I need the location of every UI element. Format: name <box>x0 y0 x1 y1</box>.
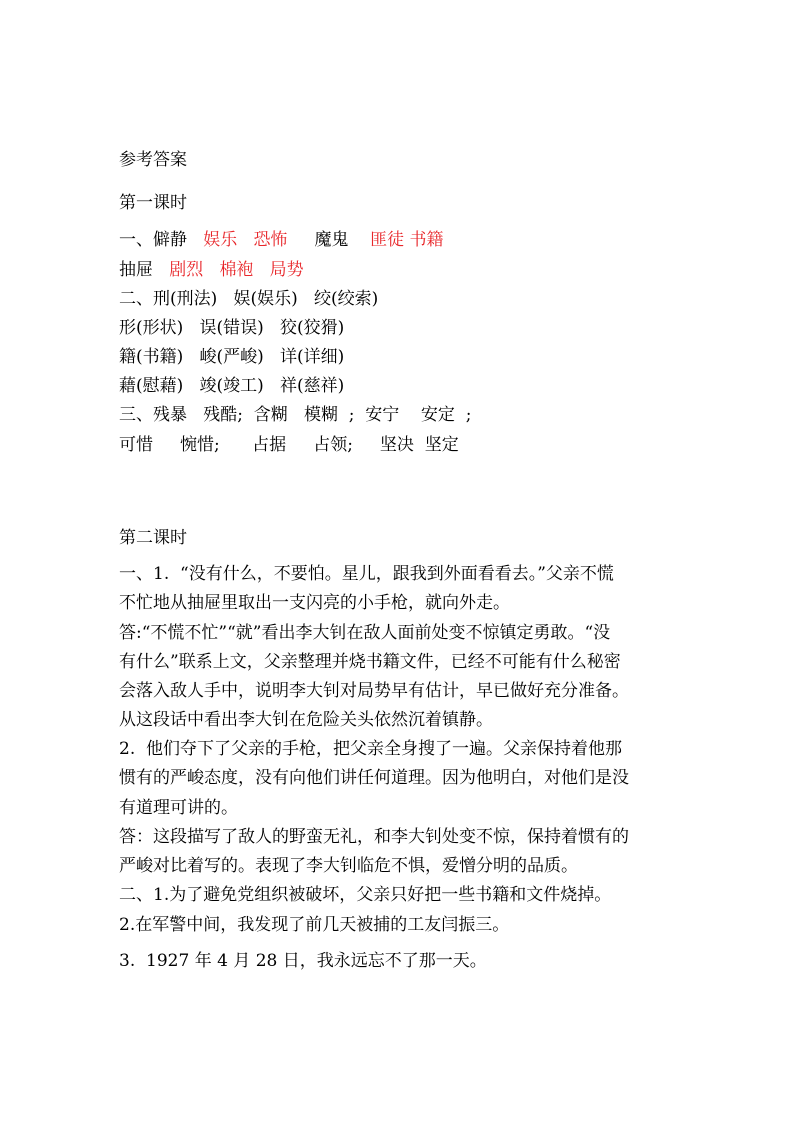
lesson2-line: 2. 他们夺下了父亲的手枪，把父亲全身搜了一遍。父亲保持着他那 <box>119 739 623 759</box>
lesson1-q3-line: 三、残暴 残酷; 含糊 模糊 ; 安宁 安定 ; <box>119 405 472 425</box>
answer-word: 局势 <box>269 260 304 280</box>
lesson1-q1-line1 <box>119 229 444 251</box>
lesson2-line: 3. 1927 年 4 月 28 日，我永远忘不了那一天。 <box>119 951 487 971</box>
word: 僻静 <box>153 230 187 250</box>
word: 魔鬼 <box>314 230 349 250</box>
lesson2-line: 有什么”联系上文，父亲整理并烧书籍文件，已经不可能有什么秘密 <box>119 652 621 672</box>
lesson2-line: 惯有的严峻态度，没有向他们讲任何道理。因为他明白，对他们是没 <box>119 768 629 788</box>
answer-word: 书籍 <box>409 230 444 250</box>
q1-prefix: 一、 <box>119 230 153 250</box>
lesson1-q2-line: 藉(慰藉) 竣(竣工) 祥(慈祥) <box>119 376 345 396</box>
answer-word: 棉袍 <box>219 260 254 280</box>
lesson1-q3-line: 可惜 惋惜; 占据 占领; 坚决 坚定 <box>119 435 459 455</box>
answer-word: 恐怖 <box>253 230 288 250</box>
answer-word: 匪徒 <box>370 230 405 250</box>
lesson2-line: 有道理可讲的。 <box>119 798 238 818</box>
document-title: 参考答案 <box>119 150 187 170</box>
lesson1-q2-line: 形(形状) 误(错误) 狡(狡猾) <box>119 318 345 338</box>
lesson2-line: 严峻对比着写的。表现了李大钊临危不惧，爱憎分明的品质。 <box>119 856 578 876</box>
lesson2-line: 会落入敌人手中，说明李大钊对局势早有估计，早已做好充分准备。 <box>119 681 629 701</box>
lesson1-q2-line: 二、刑(刑法) 娱(娱乐) 绞(绞索) <box>119 289 379 309</box>
answer-word: 娱乐 <box>203 230 238 250</box>
lesson2-line: 一、1. “没有什么，不要怕。星儿，跟我到外面看看去。”父亲不慌 <box>119 564 614 584</box>
lesson1-q2-line: 籍(书籍) 峻(严峻) 详(详细) <box>119 347 345 367</box>
lesson2-line: 二、1.为了避免党组织被破坏，父亲只好把一些书籍和文件烧掉。 <box>119 885 612 905</box>
lesson2-line: 2.在军警中间，我发现了前几天被捕的工友闫振三。 <box>119 915 510 935</box>
lesson2-line: 从这段话中看出李大钊在危险关头依然沉着镇静。 <box>119 710 493 730</box>
lesson2-heading: 第二课时 <box>119 528 187 548</box>
lesson1-q1-line2 <box>119 259 304 281</box>
word: 抽屉 <box>119 260 153 280</box>
lesson2-line: 答：这段描写了敌人的野蛮无礼，和李大钊处变不惊，保持着惯有的 <box>119 827 629 847</box>
answer-word: 剧烈 <box>169 260 204 280</box>
lesson1-heading: 第一课时 <box>119 193 187 213</box>
lesson2-line: 答:“不慌不忙”“就”看出李大钊在敌人面前处变不惊镇定勇敢。“没 <box>119 623 611 643</box>
lesson2-line: 不忙地从抽屉里取出一支闪亮的小手枪，就向外走。 <box>119 593 510 613</box>
